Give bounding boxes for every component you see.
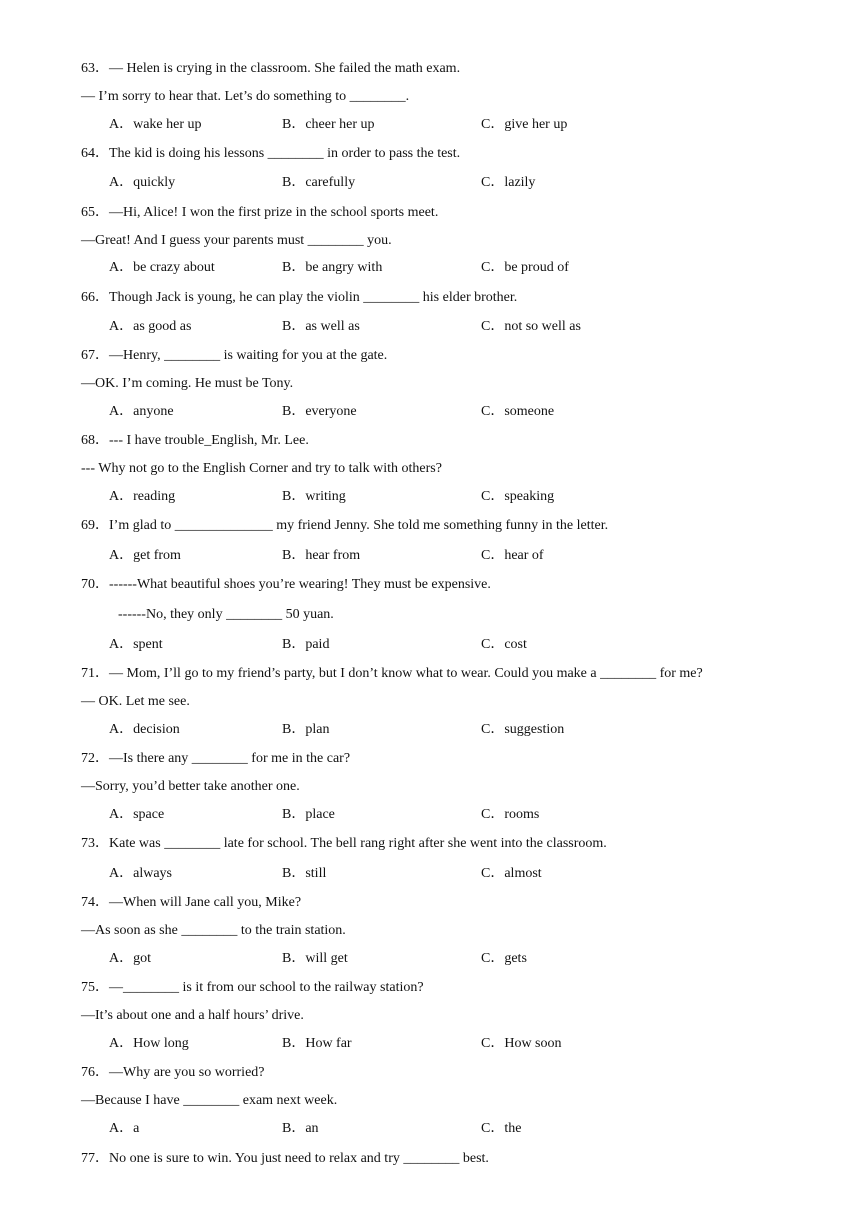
question-line — [81, 1092, 337, 1110]
option-b: B．paid — [282, 637, 330, 652]
option-b: B．How far — [282, 1036, 352, 1051]
question-number: 66． — [81, 290, 109, 305]
question-line — [81, 347, 387, 365]
question-line — [81, 835, 607, 853]
question-line — [81, 432, 309, 450]
question-text: —OK. I’m coming. He must be Tony. — [81, 376, 294, 391]
option-c: C．lazily — [481, 175, 536, 190]
question-line — [81, 517, 608, 535]
question-text: —When will Jane call you, Mike? — [109, 895, 302, 910]
question-number: 77． — [81, 1151, 109, 1166]
option-a: A．reading — [109, 489, 176, 504]
option-a: A．space — [109, 807, 165, 822]
option-a: A．decision — [109, 722, 180, 737]
question-text: Though Jack is young, he can play the violin ________ his elder brother. — [109, 290, 518, 305]
option-c: C．almost — [481, 866, 542, 881]
question-number: 73． — [81, 836, 109, 851]
option-a: A．anyone — [109, 404, 174, 419]
option-b: B．an — [282, 1121, 319, 1136]
option-b: B．as well as — [282, 319, 360, 334]
question-text: — I’m sorry to hear that. Let’s do something to ________. — [81, 89, 410, 104]
question-line — [81, 576, 491, 594]
question-text: — Mom, I’ll go to my friend’s party, but I don’t know what to wear. Could you make a ________ for me? — [109, 666, 703, 681]
option-a: A．a — [109, 1121, 140, 1136]
question-text: —It’s about one and a half hours’ drive. — [81, 1008, 304, 1023]
option-c: C．hear of — [481, 548, 544, 563]
option-c: C．be proud of — [481, 260, 569, 275]
question-line — [81, 145, 460, 163]
question-number: 63． — [81, 61, 109, 76]
question-line — [81, 204, 438, 222]
question-line — [81, 750, 350, 768]
option-b: B．be angry with — [282, 260, 383, 275]
question-line — [81, 375, 293, 393]
question-line — [81, 60, 460, 78]
option-c: C．How soon — [481, 1036, 562, 1051]
question-line — [81, 88, 409, 106]
question-line — [81, 922, 346, 940]
question-text: —________ is it from our school to the railway station? — [109, 980, 424, 995]
option-b: B．place — [282, 807, 335, 822]
question-number: 76． — [81, 1065, 109, 1080]
question-text: — OK. Let me see. — [81, 694, 190, 709]
question-text: —Hi, Alice! I won the first prize in the school sports meet. — [109, 205, 439, 220]
question-text: The kid is doing his lessons ________ in order to pass the test. — [109, 146, 461, 161]
question-line — [118, 606, 334, 624]
question-line — [81, 289, 517, 307]
question-number: 70． — [81, 577, 109, 592]
option-a: A．wake her up — [109, 117, 202, 132]
question-number: 72． — [81, 751, 109, 766]
option-a: A．as good as — [109, 319, 192, 334]
question-text: ------What beautiful shoes you’re wearing! They must be expensive. — [109, 577, 491, 592]
question-text: —Why are you so worried? — [109, 1065, 265, 1080]
question-text: --- Why not go to the English Corner and try to talk with others? — [81, 461, 442, 476]
option-b: B．cheer her up — [282, 117, 375, 132]
question-text: ------No, they only ________ 50 yuan. — [118, 607, 334, 622]
question-text: —Henry, ________ is waiting for you at the gate. — [109, 348, 388, 363]
question-line — [81, 778, 300, 796]
question-number: 69． — [81, 518, 109, 533]
question-number: 68． — [81, 433, 109, 448]
option-c: C．gets — [481, 951, 527, 966]
question-text: I’m glad to ______________ my friend Jenny. She told me something funny in the letter. — [109, 518, 609, 533]
question-line — [81, 1064, 265, 1082]
question-line — [81, 232, 392, 250]
option-c: C．cost — [481, 637, 527, 652]
option-a: A．How long — [109, 1036, 189, 1051]
question-number: 75． — [81, 980, 109, 995]
option-b: B．carefully — [282, 175, 356, 190]
option-c: C．not so well as — [481, 319, 581, 334]
question-text: --- I have trouble_English, Mr. Lee. — [109, 433, 309, 448]
option-c: C．speaking — [481, 489, 555, 504]
question-text: —Great! And I guess your parents must ________ you. — [81, 233, 392, 248]
option-a: A．get from — [109, 548, 181, 563]
question-text: —As soon as she ________ to the train station. — [81, 923, 346, 938]
option-a: A．spent — [109, 637, 163, 652]
option-b: B．everyone — [282, 404, 357, 419]
option-c: C．someone — [481, 404, 555, 419]
question-line — [81, 979, 424, 997]
question-number: 74． — [81, 895, 109, 910]
option-c: C．give her up — [481, 117, 568, 132]
question-text: —Sorry, you’d better take another one. — [81, 779, 300, 794]
question-line — [81, 1007, 304, 1025]
option-c: C．suggestion — [481, 722, 565, 737]
question-number: 67． — [81, 348, 109, 363]
option-a: A．quickly — [109, 175, 176, 190]
question-line — [81, 665, 703, 683]
option-b: B．plan — [282, 722, 330, 737]
question-number: 65． — [81, 205, 109, 220]
question-line — [81, 1150, 489, 1168]
option-b: B．hear from — [282, 548, 361, 563]
question-text: — Helen is crying in the classroom. She failed the math exam. — [109, 61, 461, 76]
option-c: C．rooms — [481, 807, 540, 822]
question-text: —Is there any ________ for me in the car? — [109, 751, 351, 766]
question-number: 71． — [81, 666, 109, 681]
option-b: B．writing — [282, 489, 346, 504]
question-line — [81, 693, 190, 711]
option-a: A．always — [109, 866, 172, 881]
option-a: A．be crazy about — [109, 260, 215, 275]
question-text: Kate was ________ late for school. The bell rang right after she went into the classroom. — [109, 836, 607, 851]
question-text: —Because I have ________ exam next week. — [81, 1093, 338, 1108]
option-a: A．got — [109, 951, 151, 966]
question-line — [81, 894, 301, 912]
option-b: B．will get — [282, 951, 348, 966]
question-text: No one is sure to win. You just need to relax and try ________ best. — [109, 1151, 489, 1166]
question-line — [81, 460, 442, 478]
option-c: C．the — [481, 1121, 522, 1136]
option-b: B．still — [282, 866, 327, 881]
question-number: 64． — [81, 146, 109, 161]
